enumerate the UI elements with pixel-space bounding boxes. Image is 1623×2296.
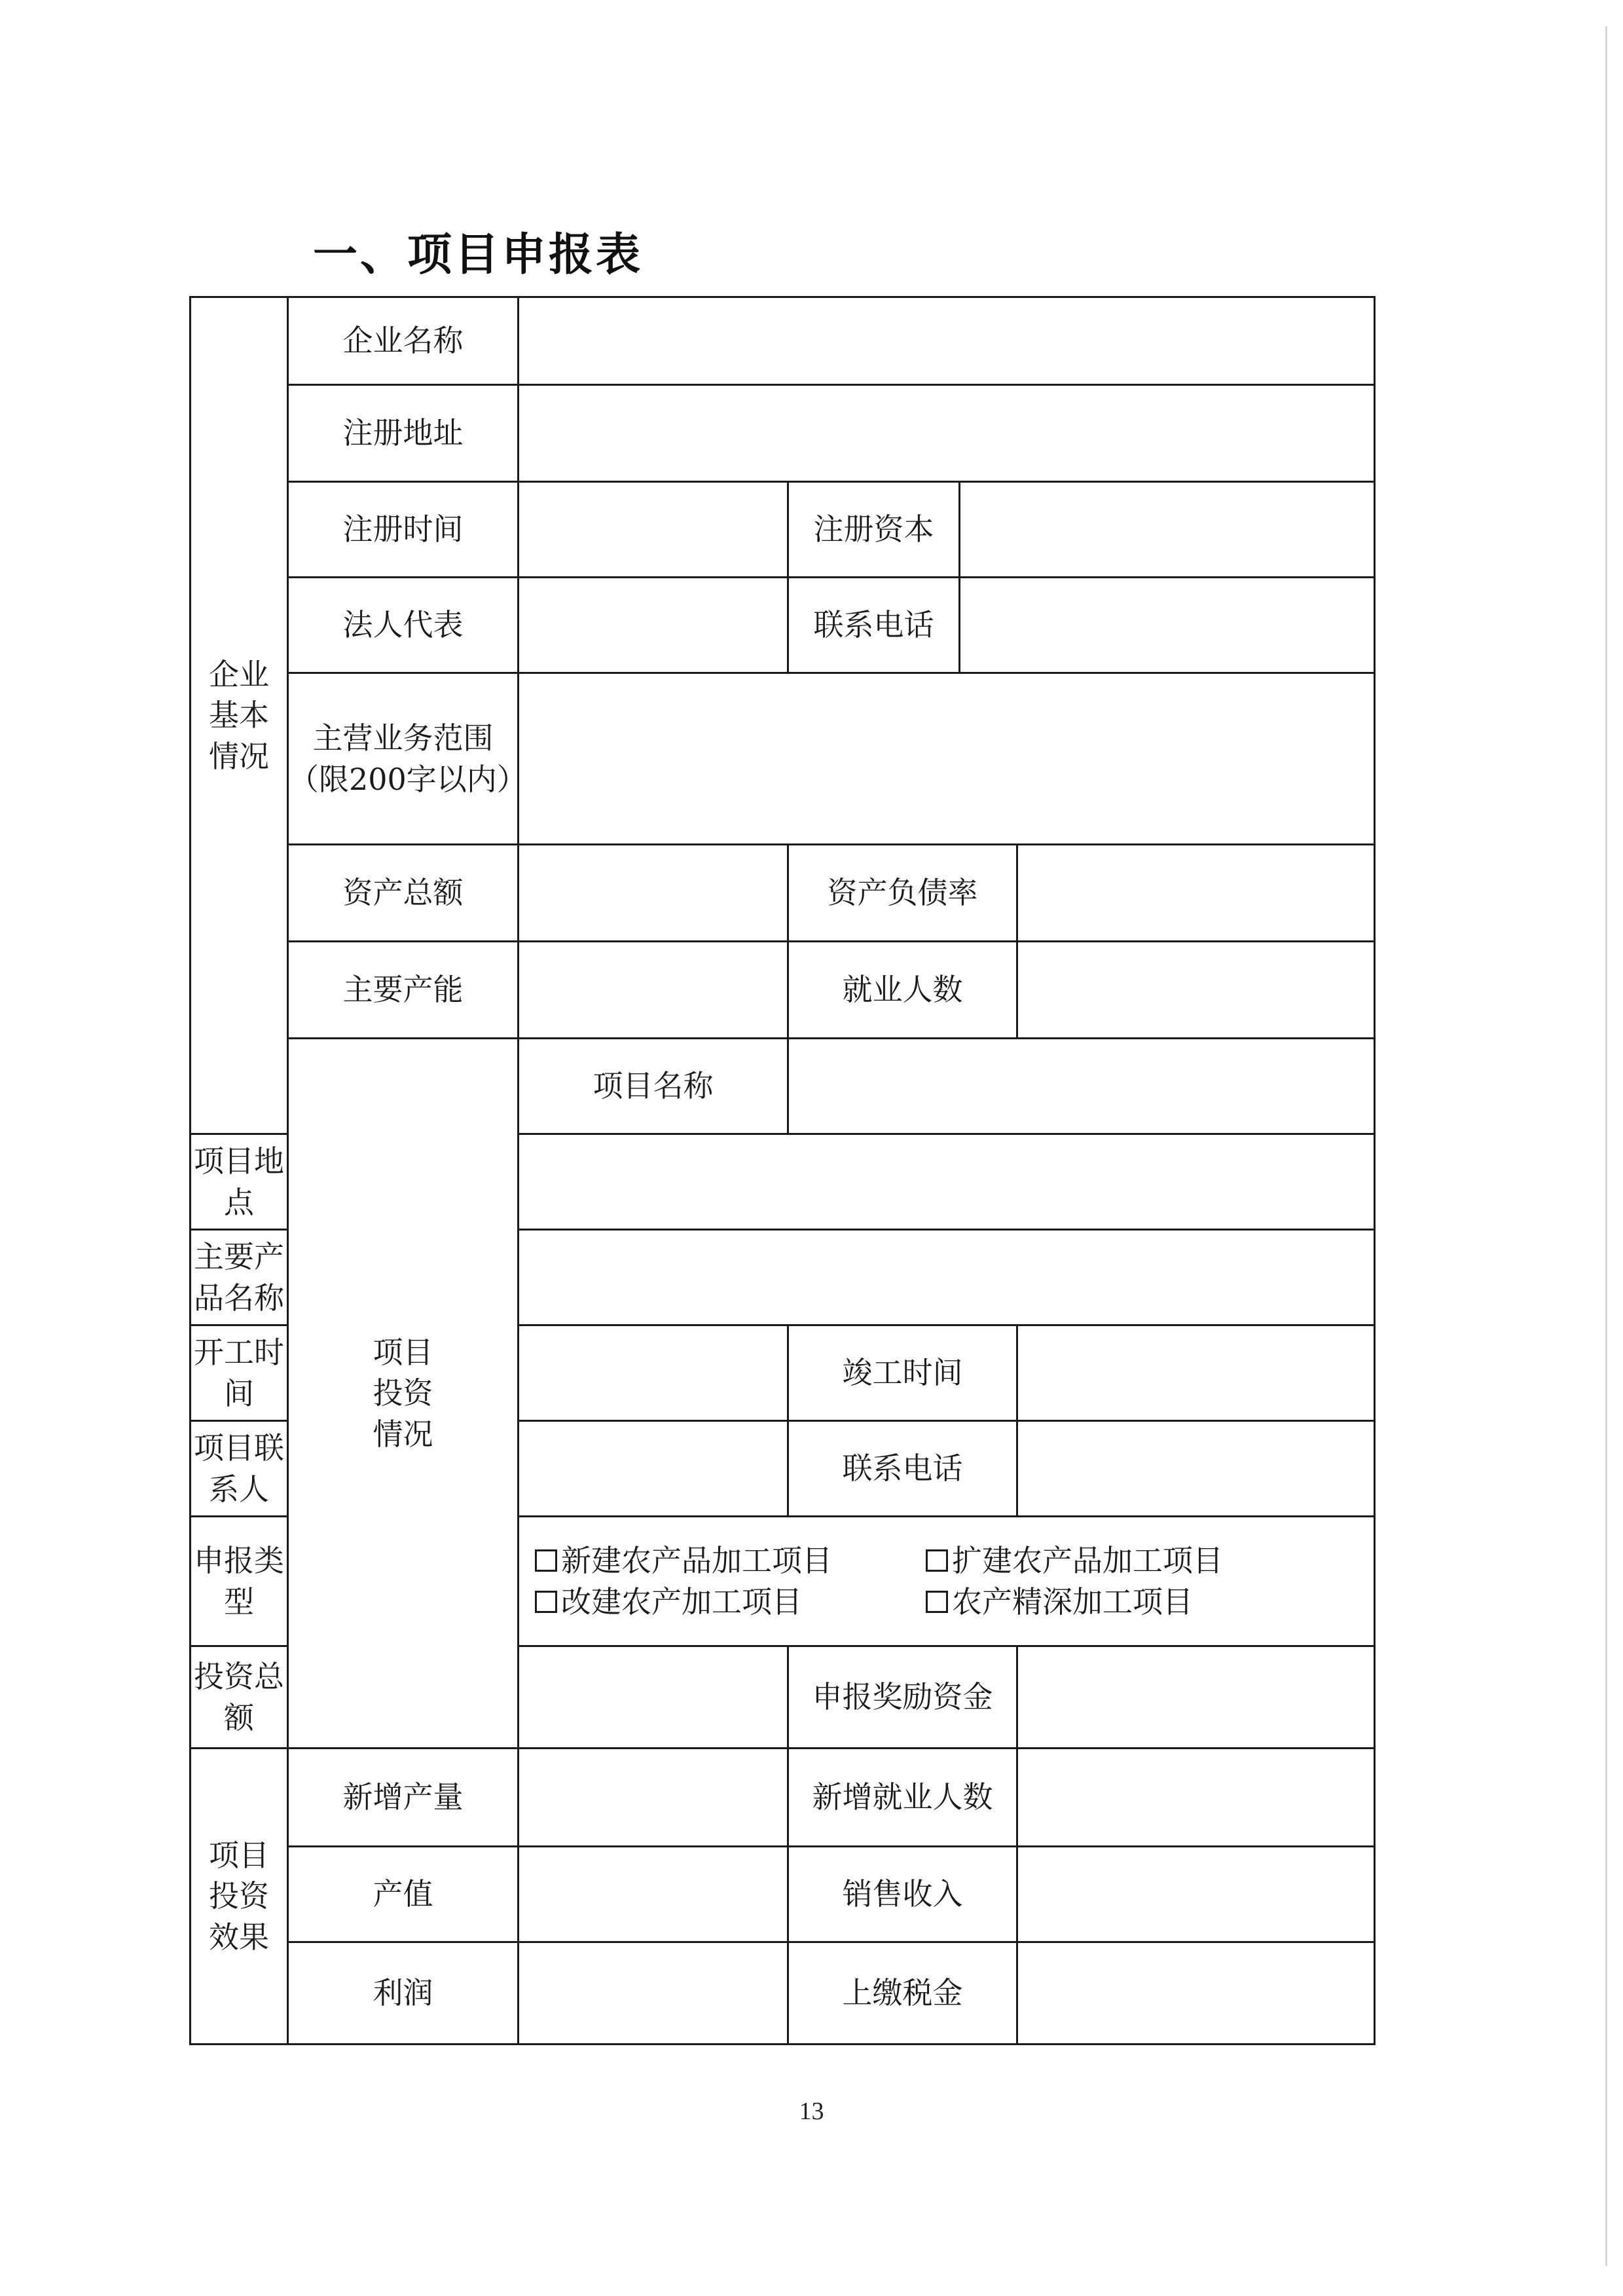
label-new-output: 新增产量 [288, 1749, 519, 1847]
option-new-build[interactable] [535, 1540, 926, 1581]
field-contact-phone[interactable] [960, 578, 1375, 673]
option-label: 农产精深加工项目 [952, 1583, 1193, 1620]
field-legal-rep[interactable] [519, 578, 788, 673]
field-project-contact[interactable] [519, 1421, 788, 1517]
label-start-time: 开工时间 [191, 1325, 288, 1421]
label-project-phone: 联系电话 [788, 1421, 1017, 1517]
label-debt-ratio: 资产负债率 [788, 845, 1017, 942]
checkbox-icon[interactable] [926, 1591, 948, 1613]
label-sales-income: 销售收入 [788, 1847, 1017, 1942]
checkbox-icon[interactable] [926, 1549, 948, 1572]
option-label: 新建农产品加工项目 [561, 1543, 832, 1579]
field-new-jobs[interactable] [1017, 1749, 1375, 1847]
label-project-contact: 项目联系人 [191, 1421, 288, 1517]
label-total-assets: 资产总额 [288, 845, 519, 942]
apply-type-options [519, 1517, 1375, 1646]
field-main-capacity[interactable] [519, 942, 788, 1039]
label-output-value: 产值 [288, 1847, 519, 1942]
label-main-product: 主要产品名称 [191, 1230, 288, 1325]
label-award-fund: 申报奖励资金 [788, 1646, 1017, 1749]
option-deep-processing[interactable] [926, 1582, 1193, 1622]
page-title: 一、项目申报表 [313, 229, 644, 281]
field-output-value[interactable] [519, 1847, 788, 1942]
section-project-investment: 项目投资情况 [288, 1039, 519, 1749]
field-project-name[interactable] [788, 1039, 1375, 1134]
field-award-fund[interactable] [1017, 1646, 1375, 1749]
label-employees: 就业人数 [788, 942, 1017, 1039]
field-new-output[interactable] [519, 1749, 788, 1847]
label-business-scope: 主营业务范围（限200字以内） [288, 673, 519, 845]
label-end-time: 竣工时间 [788, 1325, 1017, 1421]
label-reg-capital: 注册资本 [788, 482, 960, 578]
field-end-time[interactable] [1017, 1325, 1375, 1421]
field-profit[interactable] [519, 1942, 788, 2045]
checkbox-icon[interactable] [535, 1549, 557, 1572]
label-main-capacity: 主要产能 [288, 942, 519, 1039]
field-tax-paid[interactable] [1017, 1942, 1375, 2045]
field-reg-time[interactable] [519, 482, 788, 578]
label-total-investment: 投资总额 [191, 1646, 288, 1749]
label-contact-phone: 联系电话 [788, 578, 960, 673]
field-reg-capital[interactable] [960, 482, 1375, 578]
label-profit: 利润 [288, 1942, 519, 2045]
page-number: 13 [799, 2098, 824, 2125]
field-reg-address[interactable] [519, 385, 1375, 482]
option-label: 改建农产加工项目 [561, 1583, 802, 1620]
label-project-location: 项目地点 [191, 1134, 288, 1230]
label-tax-paid: 上缴税金 [788, 1942, 1017, 2045]
field-total-investment[interactable] [519, 1646, 788, 1749]
option-label: 扩建农产品加工项目 [952, 1543, 1223, 1579]
checkbox-icon[interactable] [535, 1591, 557, 1613]
option-expand[interactable] [926, 1540, 1223, 1581]
section-investment-effect: 项目投资效果 [191, 1749, 288, 2045]
application-form-table [189, 296, 1376, 2045]
field-employees[interactable] [1017, 942, 1375, 1039]
field-main-product[interactable] [519, 1230, 1375, 1325]
option-rebuild[interactable] [535, 1582, 926, 1622]
label-apply-type: 申报类型 [191, 1517, 288, 1646]
label-company-name: 企业名称 [288, 297, 519, 385]
field-debt-ratio[interactable] [1017, 845, 1375, 942]
field-project-phone[interactable] [1017, 1421, 1375, 1517]
label-new-jobs: 新增就业人数 [788, 1749, 1017, 1847]
field-sales-income[interactable] [1017, 1847, 1375, 1942]
label-legal-rep: 法人代表 [288, 578, 519, 673]
field-total-assets[interactable] [519, 845, 788, 942]
field-project-location[interactable] [519, 1134, 1375, 1230]
label-reg-address: 注册地址 [288, 385, 519, 482]
field-business-scope[interactable] [519, 673, 1375, 845]
field-start-time[interactable] [519, 1325, 788, 1421]
scan-edge-line [1605, 26, 1607, 2266]
field-company-name[interactable] [519, 297, 1375, 385]
label-project-name: 项目名称 [519, 1039, 788, 1134]
label-reg-time: 注册时间 [288, 482, 519, 578]
section-enterprise-basic: 企业基本情况 [191, 297, 288, 1134]
